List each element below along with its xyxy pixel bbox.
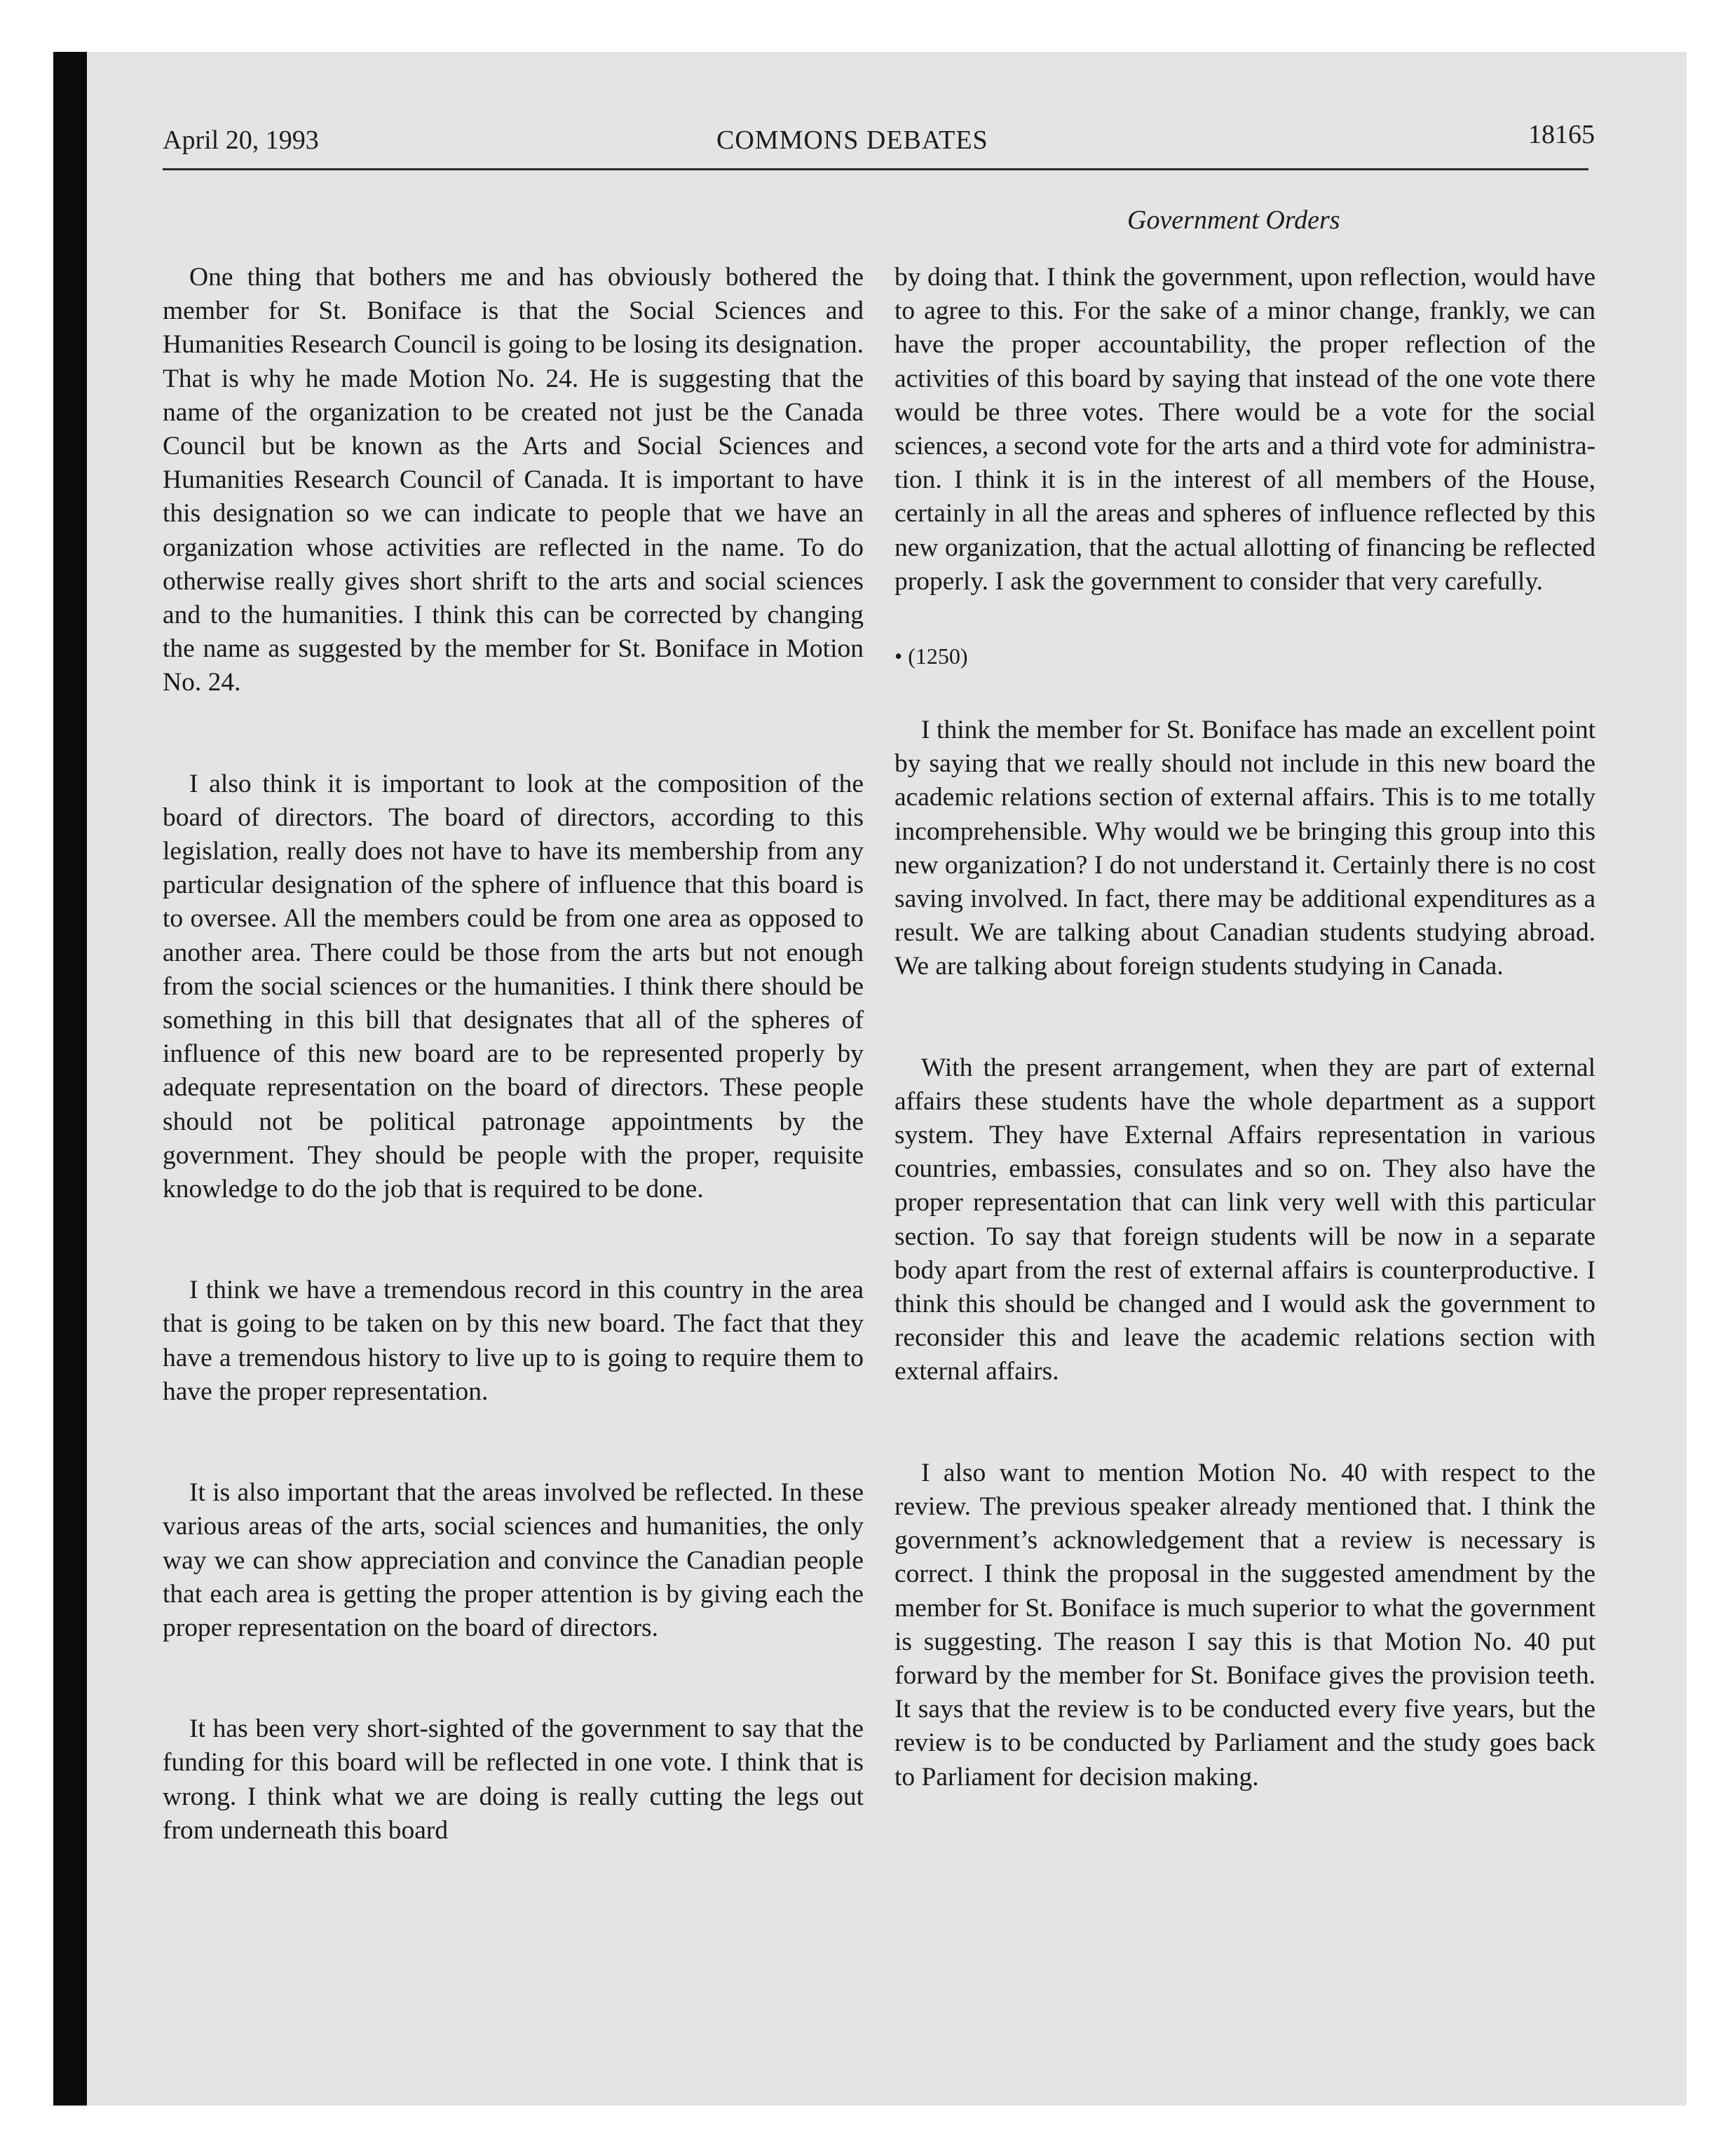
paragraph: One thing that bothers me and has obviously bothered the member for St. Boniface is that the Social Sciences and Humanities Research Council is going to be losing its designation. That is why he made Motion No. 24. He is suggesting that the name of the organization to be created not just be the Canada Council but be known as the Arts and Social Sciences and Humanities Research Council of Canada. It is important to have this designation so we can indicate to people that we have an organization whose activities are reflected in the name. To do otherwise really gives short shrift to the arts and social sciences and to the humanities. I think this can be corrected by changing the name as suggested by the member for St. Boniface in Motion No. 24. <box>163 263 864 697</box>
paragraph: It has been very short-sighted of the government to say that the funding for this board will be reflected in one vote. I think that is wrong. I think what we are doing is really cutting the legs out from underneath this board <box>163 1714 864 1845</box>
right-column <box>894 261 1595 1794</box>
paragraph: I also want to mention Motion No. 40 with respect to the review. The previous speaker already mentioned that. I think the government’s acknowledgement that a review is necessary is correct. I think the proposal in the suggested amendment by the member for St. Boniface is much superior to what the government is suggesting. The reason I say this is that Motion No. 40 put forward by the member for St. Boniface gives the provision teeth. It says that the review is to be conducted every five years, but the review is to be conducted by Parliament and the study goes back to Parliament for decision making. <box>894 1458 1595 1792</box>
left-column <box>163 261 864 1848</box>
continued-paragraph: by doing that. I think the government, upon reflection, would have to agree to this. For the sake of a minor change, frankly, we can have the proper accountability, the proper reflection of the activities of this board by saying that instead of the one vote there would be three votes. There would be a vote for the social sciences, a second vote for the arts and a third vote for administration. I think it is in the interest of all members of the House, certainly in all the areas and spheres of influence reflected by this new organization, that the actual allotting of financing be reflected properly. I ask the government to consider that very carefully. <box>894 263 1595 596</box>
paragraph: It is also important that the areas involved be reflected. In these various areas of the arts, social sciences and humanities, the only way we can show appreciation and convince the Canadian people that each area is getting the proper attention is by giving each the proper representation on the board of directors. <box>163 1478 864 1642</box>
binding-shadow <box>53 52 87 2106</box>
paragraph: I also think it is important to look at the composition of the board of directors. The board of directors, according to this legislation, really does not have to have its membership from any particular designation of the sphere of influence that this board is to oversee. All the members could be from one area as opposed to another area. There could be those from the arts but not enough from the social sciences or the humanities. I think there should be something in this bill that designates that all of the spheres of influence of this new board are to be represented properly by adequate representation on the board of directors. These people should not be political patronage appointments by the government. They should be people with the proper, requisite knowledge to do the job that is required to be done. <box>163 769 864 1204</box>
paragraph: I think we have a tremendous record in this country in the area that is going to be taken on by this new board. The fact that they have a tremendous history to live up to is going to require them to have the proper representation. <box>163 1276 864 1406</box>
paragraph: With the present arrangement, when they are part of external affairs these students have the whole department as a support system. They have External Affairs representation in various countries, embassies, consulates and so on. They also have the proper representation that can link very well with this particular section. To say that foreign students will be now in a separate body apart from the rest of external affairs is counterproductive. I think this should be changed and I would ask the government to reconsider this and leave the academic relations section with external affairs. <box>894 1053 1595 1386</box>
time-marker: • (1250) <box>894 643 968 669</box>
header-rule <box>163 168 1588 170</box>
section-title: Government Orders <box>1127 205 1340 235</box>
header-page-number: 18165 <box>1528 120 1595 149</box>
header-date: April 20, 1993 <box>163 125 319 155</box>
paragraph: I think the member for St. Boniface has made an excellent point by saying that we really should not include in this new board the academic relations section of external affairs. This is to me totally incomprehensible. Why would we be bringing this group into this new organization? I do not understand it. Certainly there is no cost saving involved. In fact, there may be additional expenditures as a result. We are talking about Canadian students studying abroad. We are talking about foreign students studying in Canada. <box>894 716 1595 981</box>
header-publication-title: COMMONS DEBATES <box>716 125 988 155</box>
